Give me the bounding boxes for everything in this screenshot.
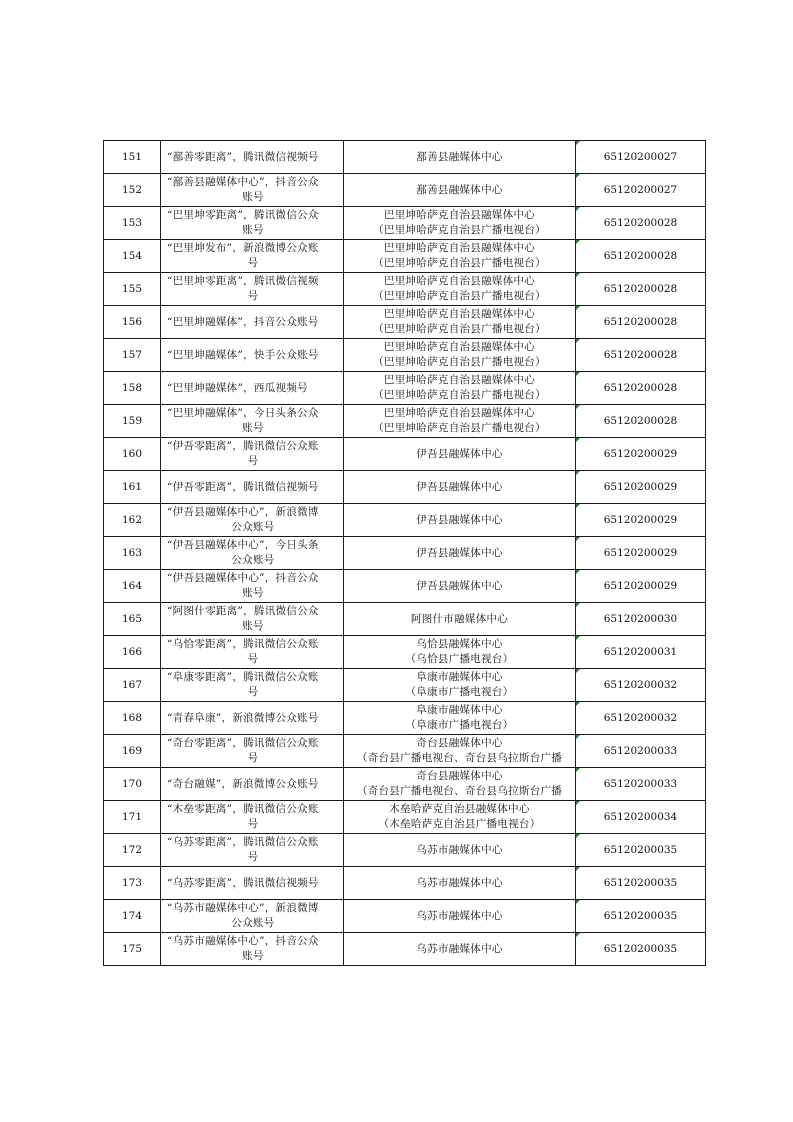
account-name-line: 号 <box>247 653 259 665</box>
account-name-line: “巴里坤零距离”，腾讯微信公众 <box>167 209 319 221</box>
cell-marker-icon <box>576 372 580 376</box>
account-name-line: 号 <box>247 851 259 863</box>
row-number: 167 <box>104 669 161 702</box>
organization-line: 乌恰县融媒体中心 <box>416 638 503 650</box>
organization-line: （奇台县广播电视台、奇台县乌拉斯台广播 <box>356 752 563 764</box>
account-name-line: 账号 <box>242 422 264 434</box>
table-row <box>104 372 706 405</box>
organization-cell <box>344 537 576 570</box>
account-name-cell <box>161 570 344 603</box>
row-number: 164 <box>104 570 161 603</box>
account-name-cell <box>161 372 344 405</box>
table-row <box>104 504 706 537</box>
account-name-line: 账号 <box>242 620 264 632</box>
organization-line: 巴里坤哈萨克自治县融媒体中心 <box>383 341 536 353</box>
account-name-line: “鄯善县融媒体中心”，抖音公众 <box>167 176 319 188</box>
account-name-cell <box>161 537 344 570</box>
row-number: 172 <box>104 834 161 867</box>
table-row <box>104 834 706 867</box>
table-row <box>104 801 706 834</box>
account-name-line: 号 <box>247 818 259 830</box>
account-name-line: 公众账号 <box>231 521 275 533</box>
registration-code-cell <box>576 207 706 240</box>
row-number: 159 <box>104 405 161 438</box>
account-name-cell <box>161 636 344 669</box>
account-name-line: “乌苏零距离”，腾讯微信视频号 <box>167 876 319 889</box>
cell-marker-icon <box>576 174 580 178</box>
row-number: 166 <box>104 636 161 669</box>
account-name-line: “乌苏市融媒体中心”，抖音公众 <box>167 935 319 947</box>
account-name-line: “巴里坤零距离”，腾讯微信视频 <box>167 275 319 287</box>
organization-line: 伊吾县融媒体中心 <box>416 579 503 592</box>
organization-line: 巴里坤哈萨克自治县融媒体中心 <box>383 242 536 254</box>
account-name-line: “巴里坤发布”，新浪微博公众账 <box>167 242 319 254</box>
account-name-line: “奇台零距离”，腾讯微信公众账 <box>167 737 319 749</box>
organization-cell <box>344 933 576 966</box>
registration-code-cell <box>576 768 706 801</box>
table-row <box>104 339 706 372</box>
account-name-line: “伊吾县融媒体中心”，新浪微博 <box>167 506 319 518</box>
row-number: 158 <box>104 372 161 405</box>
organization-line: 阿图什市融媒体中心 <box>410 612 509 625</box>
row-number: 152 <box>104 174 161 207</box>
registration-code: 65120200031 <box>603 645 678 658</box>
organization-cell <box>344 471 576 504</box>
organization-line: 乌苏市融媒体中心 <box>416 942 503 955</box>
account-name-line: “青春阜康”，新浪微博公众账号 <box>167 711 319 724</box>
registration-code-cell <box>576 735 706 768</box>
registration-code-cell <box>576 669 706 702</box>
table-row <box>104 240 706 273</box>
table-row <box>104 900 706 933</box>
registration-code: 65120200028 <box>603 414 678 427</box>
account-name-cell <box>161 141 344 174</box>
table-row <box>104 141 706 174</box>
registration-code-cell <box>576 570 706 603</box>
account-name-cell <box>161 273 344 306</box>
organization-line: 巴里坤哈萨克自治县融媒体中心 <box>383 407 536 419</box>
organization-cell <box>344 372 576 405</box>
registration-code-cell <box>576 867 706 900</box>
account-name-line: “阜康零距离”，腾讯微信公众账 <box>167 671 319 683</box>
account-name-line: 账号 <box>242 587 264 599</box>
registration-code-cell <box>576 174 706 207</box>
account-name-cell <box>161 339 344 372</box>
registration-code: 65120200033 <box>603 744 678 757</box>
organization-cell <box>344 669 576 702</box>
account-name-line: 账号 <box>242 224 264 236</box>
organization-cell <box>344 603 576 636</box>
account-name-line: “巴里坤融媒体”，快手公众账号 <box>167 348 319 361</box>
row-number: 170 <box>104 768 161 801</box>
organization-line: 奇台县融媒体中心 <box>416 770 503 782</box>
organization-line: 巴里坤哈萨克自治县融媒体中心 <box>383 308 536 320</box>
account-name-line: “乌苏零距离”，腾讯微信公众账 <box>167 836 319 848</box>
registration-code-cell <box>576 603 706 636</box>
registration-code: 65120200028 <box>603 315 678 328</box>
organization-cell <box>344 504 576 537</box>
registration-code: 65120200029 <box>603 513 678 526</box>
registration-code-cell <box>576 141 706 174</box>
table-row <box>104 702 706 735</box>
account-name-line: “伊吾县融媒体中心”，今日头条 <box>167 539 319 551</box>
cell-marker-icon <box>576 735 580 739</box>
registration-code: 65120200032 <box>603 711 678 724</box>
row-number: 163 <box>104 537 161 570</box>
account-name-line: 账号 <box>242 191 264 203</box>
registration-code: 65120200029 <box>603 447 678 460</box>
organization-cell <box>344 339 576 372</box>
organization-cell <box>344 834 576 867</box>
registration-code-cell <box>576 933 706 966</box>
cell-marker-icon <box>576 867 580 871</box>
cell-marker-icon <box>576 537 580 541</box>
registration-code: 65120200028 <box>603 216 678 229</box>
cell-marker-icon <box>576 273 580 277</box>
cell-marker-icon <box>576 768 580 772</box>
registration-code: 65120200028 <box>603 282 678 295</box>
organization-cell <box>344 240 576 273</box>
registration-code: 65120200029 <box>603 480 678 493</box>
row-number: 175 <box>104 933 161 966</box>
cell-marker-icon <box>576 669 580 673</box>
table-row <box>104 207 706 240</box>
row-number: 157 <box>104 339 161 372</box>
account-name-line: “巴里坤融媒体”，抖音公众账号 <box>167 315 319 328</box>
table-row <box>104 471 706 504</box>
account-name-line: 账号 <box>242 950 264 962</box>
table-row <box>104 438 706 471</box>
organization-line: 巴里坤哈萨克自治县融媒体中心 <box>383 374 536 386</box>
registration-code-cell <box>576 471 706 504</box>
account-name-cell <box>161 834 344 867</box>
account-name-cell <box>161 240 344 273</box>
account-name-cell <box>161 504 344 537</box>
row-number: 156 <box>104 306 161 339</box>
organization-cell <box>344 702 576 735</box>
table-row <box>104 174 706 207</box>
row-number: 162 <box>104 504 161 537</box>
account-name-cell <box>161 867 344 900</box>
account-name-cell <box>161 801 344 834</box>
account-name-cell <box>161 768 344 801</box>
organization-line: （巴里坤哈萨克自治县广播电视台） <box>373 356 546 368</box>
organization-line: 伊吾县融媒体中心 <box>416 480 503 493</box>
cell-marker-icon <box>576 405 580 409</box>
organization-line: 乌苏市融媒体中心 <box>416 843 503 856</box>
account-name-cell <box>161 306 344 339</box>
account-name-line: “鄯善零距离”，腾讯微信视频号 <box>167 150 319 163</box>
organization-cell <box>344 570 576 603</box>
registration-code: 65120200035 <box>603 942 678 955</box>
cell-marker-icon <box>576 603 580 607</box>
account-name-line: “乌恰零距离”，腾讯微信公众账 <box>167 638 319 650</box>
account-name-cell <box>161 438 344 471</box>
row-number: 169 <box>104 735 161 768</box>
organization-cell <box>344 438 576 471</box>
cell-marker-icon <box>576 240 580 244</box>
organization-line: （巴里坤哈萨克自治县广播电视台） <box>373 323 546 335</box>
account-name-line: 号 <box>247 455 259 467</box>
table-row <box>104 669 706 702</box>
account-name-cell <box>161 471 344 504</box>
table-row <box>104 867 706 900</box>
registration-code-cell <box>576 339 706 372</box>
account-name-line: “巴里坤融媒体”，今日头条公众 <box>167 407 319 419</box>
registration-code: 65120200035 <box>603 876 678 889</box>
registration-code: 65120200028 <box>603 348 678 361</box>
account-name-line: “奇台融媒”，新浪微博公众账号 <box>167 777 319 790</box>
registration-code-cell <box>576 702 706 735</box>
cell-marker-icon <box>576 702 580 706</box>
cell-marker-icon <box>576 504 580 508</box>
account-name-line: “伊吾零距离”，腾讯微信视频号 <box>167 480 319 493</box>
cell-marker-icon <box>576 339 580 343</box>
organization-line: （乌恰县广播电视台） <box>405 653 514 665</box>
account-name-cell <box>161 405 344 438</box>
organization-line: （巴里坤哈萨克自治县广播电视台） <box>373 290 546 302</box>
registration-code-cell <box>576 405 706 438</box>
organization-cell <box>344 636 576 669</box>
organization-line: 阜康市融媒体中心 <box>416 671 503 683</box>
account-name-cell <box>161 933 344 966</box>
registration-code: 65120200027 <box>603 183 678 196</box>
cell-marker-icon <box>576 570 580 574</box>
registration-code: 65120200027 <box>603 150 678 163</box>
cell-marker-icon <box>576 636 580 640</box>
account-name-cell <box>161 603 344 636</box>
table-row <box>104 636 706 669</box>
organization-line: （巴里坤哈萨克自治县广播电视台） <box>373 389 546 401</box>
registration-code-cell <box>576 438 706 471</box>
account-name-line: “伊吾零距离”，腾讯微信公众账 <box>167 440 319 452</box>
account-name-line: “木垒零距离”，腾讯微信公众账 <box>167 803 319 815</box>
registration-code-cell <box>576 273 706 306</box>
registration-code: 65120200035 <box>603 843 678 856</box>
organization-cell <box>344 306 576 339</box>
organization-line: （巴里坤哈萨克自治县广播电视台） <box>373 422 546 434</box>
registration-code-cell <box>576 240 706 273</box>
table-row <box>104 273 706 306</box>
registration-code: 65120200032 <box>603 678 678 691</box>
cell-marker-icon <box>576 471 580 475</box>
row-number: 168 <box>104 702 161 735</box>
account-name-line: “阿图什零距离”，腾讯微信公众 <box>167 605 319 617</box>
registration-code: 65120200033 <box>603 777 678 790</box>
organization-line: （巴里坤哈萨克自治县广播电视台） <box>373 257 546 269</box>
organization-line: 伊吾县融媒体中心 <box>416 546 503 559</box>
organization-cell <box>344 207 576 240</box>
organization-line: 鄯善县融媒体中心 <box>416 183 503 196</box>
registration-code-cell <box>576 636 706 669</box>
organization-line: 巴里坤哈萨克自治县融媒体中心 <box>383 209 536 221</box>
organization-line: 乌苏市融媒体中心 <box>416 909 503 922</box>
organization-line: 奇台县融媒体中心 <box>416 737 503 749</box>
account-name-line: 号 <box>247 752 259 764</box>
row-number: 155 <box>104 273 161 306</box>
account-name-line: “巴里坤融媒体”，西瓜视频号 <box>167 381 308 394</box>
row-number: 160 <box>104 438 161 471</box>
cell-marker-icon <box>576 207 580 211</box>
row-number: 151 <box>104 141 161 174</box>
table-row <box>104 405 706 438</box>
account-name-line: 公众账号 <box>231 554 275 566</box>
row-number: 173 <box>104 867 161 900</box>
organization-cell <box>344 735 576 768</box>
organization-line: （巴里坤哈萨克自治县广播电视台） <box>373 224 546 236</box>
organization-line: 木垒哈萨克自治县融媒体中心 <box>389 803 530 815</box>
organization-line: （奇台县广播电视台、奇台县乌拉斯台广播 <box>356 785 563 797</box>
registration-code-cell <box>576 801 706 834</box>
registration-code: 65120200035 <box>603 909 678 922</box>
row-number: 153 <box>104 207 161 240</box>
cell-marker-icon <box>576 438 580 442</box>
organization-cell <box>344 405 576 438</box>
account-name-line: “乌苏市融媒体中心”，新浪微博 <box>167 902 319 914</box>
row-number: 161 <box>104 471 161 504</box>
cell-marker-icon <box>576 933 580 937</box>
account-name-cell <box>161 702 344 735</box>
registration-code-cell <box>576 900 706 933</box>
organization-line: （阜康市广播电视台） <box>405 686 514 698</box>
organization-line: 巴里坤哈萨克自治县融媒体中心 <box>383 275 536 287</box>
account-name-cell <box>161 174 344 207</box>
organization-line: 伊吾县融媒体中心 <box>416 513 503 526</box>
organization-line: （阜康市广播电视台） <box>405 719 514 731</box>
account-name-cell <box>161 207 344 240</box>
registration-code-cell <box>576 537 706 570</box>
organization-cell <box>344 900 576 933</box>
row-number: 165 <box>104 603 161 636</box>
cell-marker-icon <box>576 801 580 805</box>
cell-marker-icon <box>576 141 580 145</box>
cell-marker-icon <box>576 306 580 310</box>
registration-code: 65120200034 <box>603 810 678 823</box>
table-row <box>104 735 706 768</box>
registration-code-cell <box>576 306 706 339</box>
account-name-cell <box>161 735 344 768</box>
registration-code: 65120200028 <box>603 249 678 262</box>
registration-code: 65120200029 <box>603 546 678 559</box>
account-name-cell <box>161 900 344 933</box>
registration-code-cell <box>576 834 706 867</box>
registry-table <box>103 140 706 966</box>
account-name-line: 号 <box>247 290 259 302</box>
registration-code: 65120200028 <box>603 381 678 394</box>
organization-cell <box>344 141 576 174</box>
registration-code: 65120200030 <box>603 612 678 625</box>
organization-line: 鄯善县融媒体中心 <box>416 150 503 163</box>
organization-cell <box>344 768 576 801</box>
account-name-line: 公众账号 <box>231 917 275 929</box>
organization-line: 伊吾县融媒体中心 <box>416 447 503 460</box>
organization-line: 乌苏市融媒体中心 <box>416 876 503 889</box>
registration-code-cell <box>576 372 706 405</box>
table-row <box>104 306 706 339</box>
account-name-line: “伊吾县融媒体中心”，抖音公众 <box>167 572 319 584</box>
account-name-cell <box>161 669 344 702</box>
row-number: 154 <box>104 240 161 273</box>
cell-marker-icon <box>576 834 580 838</box>
table-row <box>104 933 706 966</box>
organization-line: （木垒哈萨克自治县广播电视台） <box>378 818 541 830</box>
account-name-line: 号 <box>247 257 259 269</box>
cell-marker-icon <box>576 900 580 904</box>
row-number: 174 <box>104 900 161 933</box>
row-number: 171 <box>104 801 161 834</box>
table-row <box>104 768 706 801</box>
table-row <box>104 537 706 570</box>
registration-code-cell <box>576 504 706 537</box>
organization-line: 阜康市融媒体中心 <box>416 704 503 716</box>
registry-table-body <box>104 141 706 966</box>
organization-cell <box>344 801 576 834</box>
account-name-line: 号 <box>247 686 259 698</box>
registration-code: 65120200029 <box>603 579 678 592</box>
organization-cell <box>344 273 576 306</box>
table-row <box>104 603 706 636</box>
table-row <box>104 570 706 603</box>
organization-cell <box>344 867 576 900</box>
organization-cell <box>344 174 576 207</box>
